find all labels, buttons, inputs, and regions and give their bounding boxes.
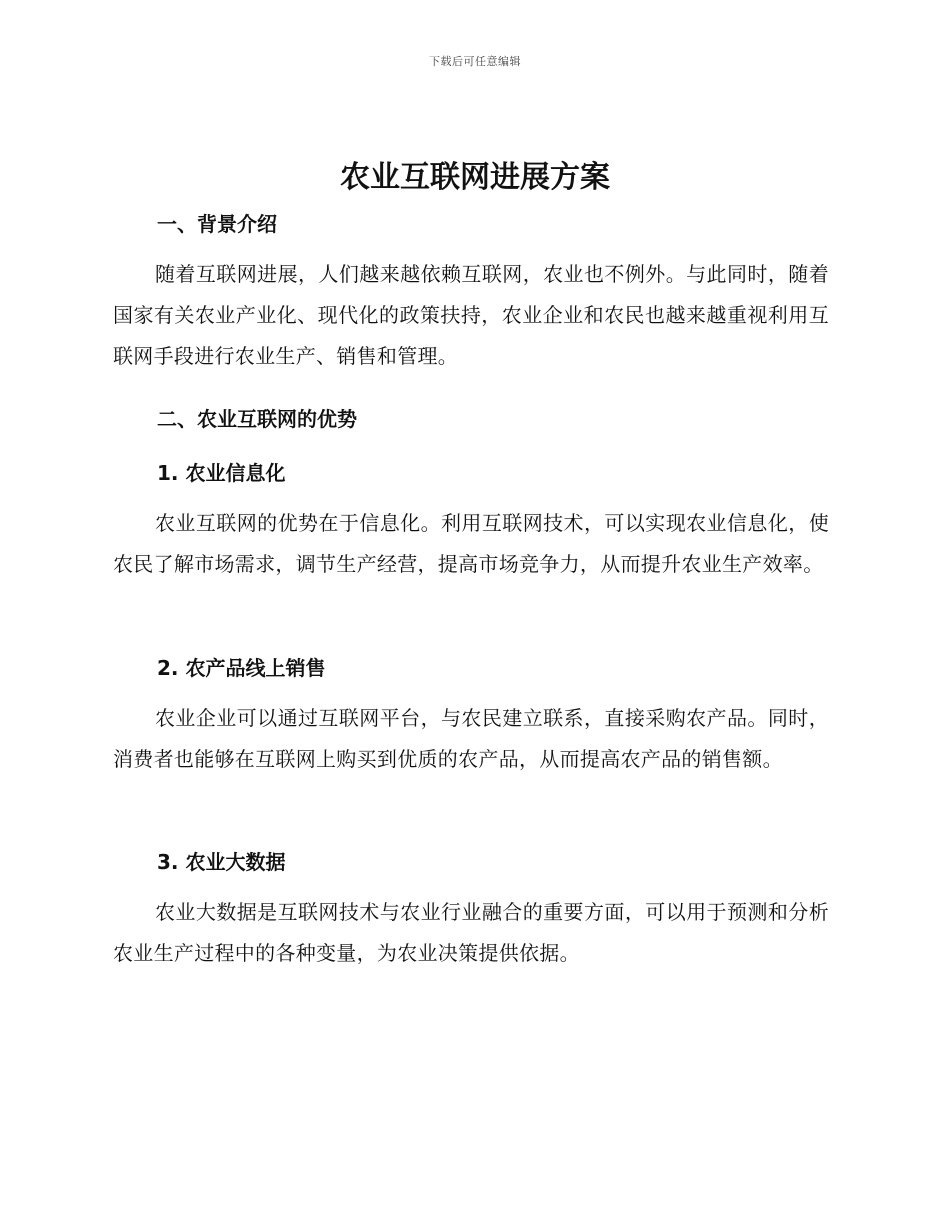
paragraph-informatization: 农业互联网的优势在于信息化。利用互联网技术，可以实现农业信息化，使农民了解市场需求，调节生产经营，提高市场竞争力，从而提升农业生产效率。 — [113, 511, 829, 576]
page-header-note: 下载后可任意编辑 — [429, 55, 521, 68]
document-title: 农业互联网进展方案 — [340, 160, 610, 195]
subsection-heading-big-data: 3. 农业大数据 — [157, 850, 286, 874]
paragraph-big-data: 农业大数据是互联网技术与农业行业融合的重要方面，可以用于预测和分析农业生产过程中的各种变量，为农业决策提供依据。 — [113, 900, 829, 965]
section-heading-background: 一、背景介绍 — [157, 212, 277, 236]
section-heading-advantages: 二、农业互联网的优势 — [157, 407, 357, 431]
paragraph-background: 随着互联网进展，人们越来越依赖互联网，农业也不例外。与此同时，随着国家有关农业产业化、现代化的政策扶持，农业企业和农民也越来越重视利用互联网手段进行农业生产、销售和管理。 — [113, 262, 829, 368]
paragraph-online-sales: 农业企业可以通过互联网平台，与农民建立联系，直接采购农产品。同时，消费者也能够在互联网上购买到优质的农产品，从而提高农产品的销售额。 — [113, 706, 829, 771]
subsection-heading-informatization: 1. 农业信息化 — [157, 461, 286, 485]
subsection-heading-online-sales: 2. 农产品线上销售 — [157, 656, 326, 680]
